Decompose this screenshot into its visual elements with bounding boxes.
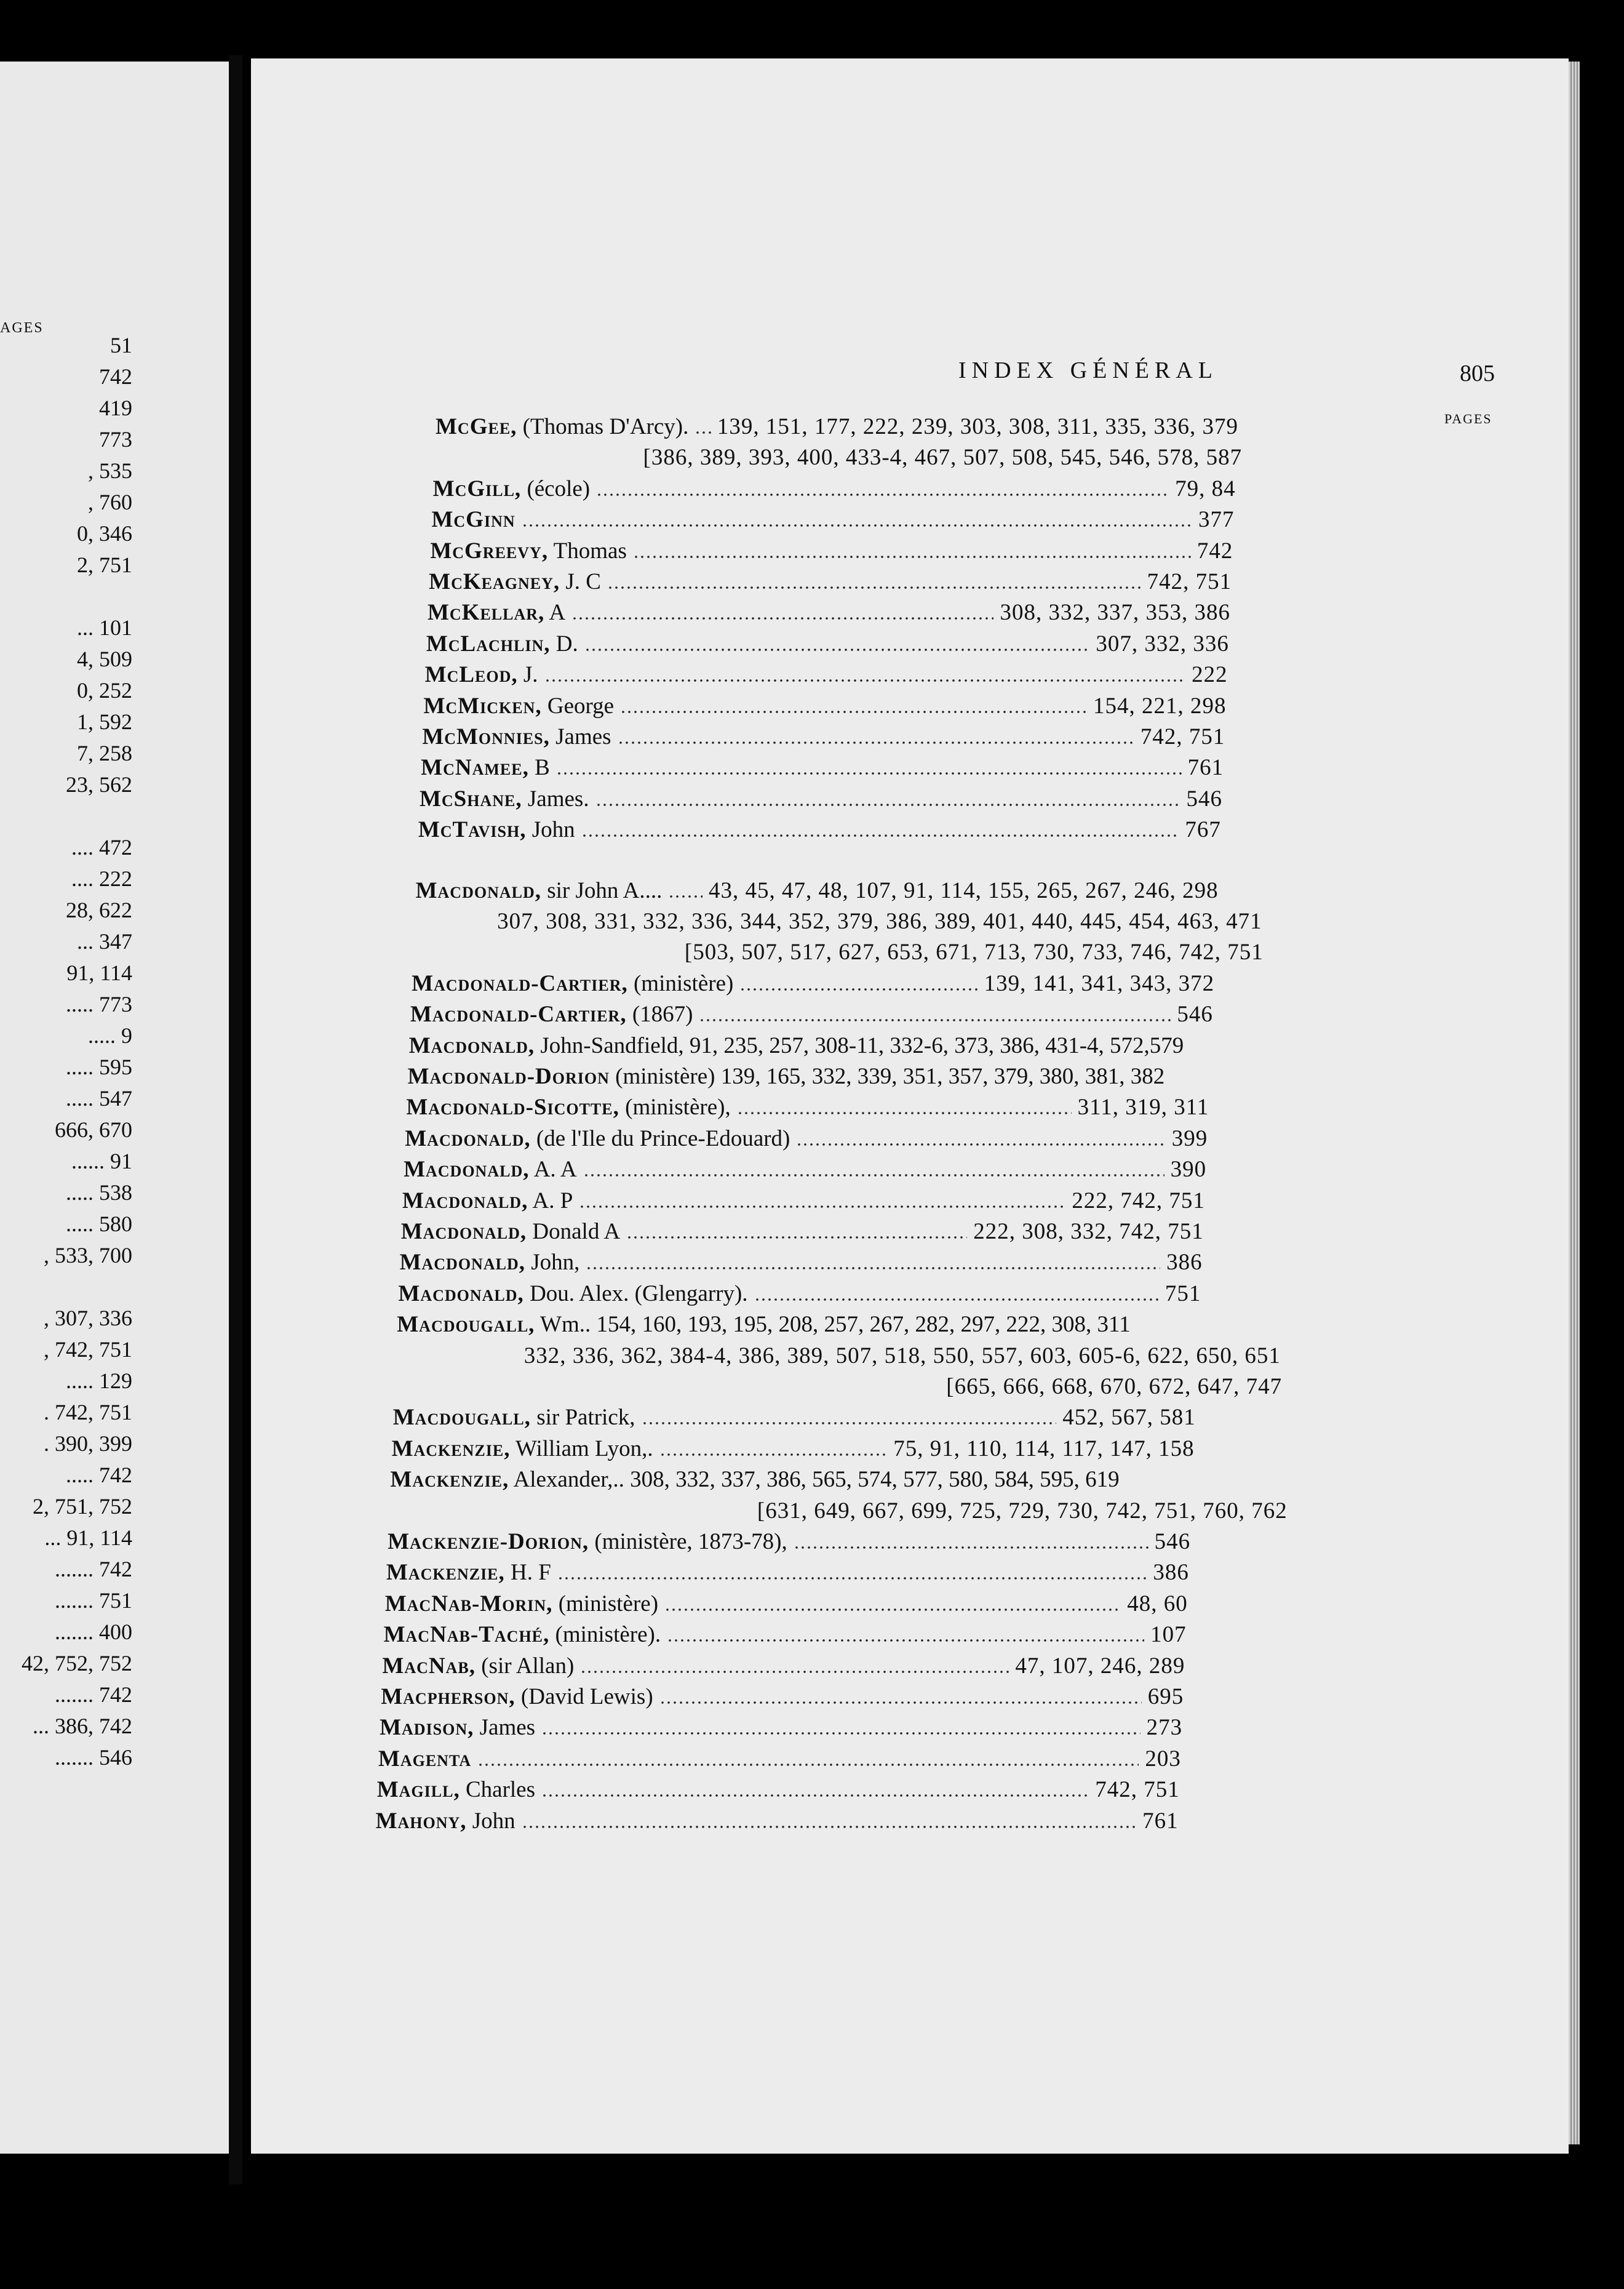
left-page-value: ..... 538	[66, 1180, 132, 1205]
entry-continued-pages: 332, 336, 362, 384-4, 386, 389, 507, 518, 550, 557, 603, 605-6, 622, 650, 651	[523, 1343, 1281, 1368]
index-entry	[412, 969, 1214, 999]
left-page-value: ..... 129	[66, 1368, 132, 1393]
entry-detail: (David Lewis)	[515, 1684, 653, 1709]
dot-leader	[668, 895, 703, 898]
index-entry	[433, 474, 1236, 504]
entry-name: McNamee,	[421, 755, 529, 781]
entry-name: Macdonald,	[399, 1250, 525, 1276]
entry-name: Magill,	[376, 1777, 460, 1803]
entry-detail: (de l'Ile du Prince-Edouard)	[530, 1125, 790, 1151]
dot-leader	[522, 524, 1192, 527]
index-entry-continuation	[685, 938, 1264, 967]
entry-detail: (ministère).	[549, 1622, 661, 1648]
dot-leader	[626, 1236, 967, 1239]
index-entry	[380, 1713, 1182, 1743]
dot-leader	[581, 834, 1179, 837]
entry-name: McGreevy,	[430, 538, 549, 564]
entry-detail: James	[549, 724, 611, 749]
left-page-value: ..... 595	[66, 1055, 132, 1079]
entry-detail: D.	[550, 631, 578, 657]
entry-continued-pages: [503, 507, 517, 627, 653, 671, 713, 730, 733, 746, 742, 751	[684, 940, 1264, 965]
left-page-value: ..... 9	[88, 1023, 132, 1048]
dot-leader	[659, 1453, 888, 1456]
entry-detail: A	[544, 600, 566, 626]
entry-continued-pages: [386, 389, 393, 400, 433-4, 467, 507, 508, 545, 546, 578, 587	[643, 445, 1243, 471]
entry-pages: 386	[1166, 1250, 1203, 1276]
entry-pages: 79, 84	[1175, 476, 1236, 501]
dot-leader	[618, 741, 1134, 744]
dot-leader	[796, 1143, 1165, 1146]
entry-name: Macpherson,	[381, 1684, 515, 1709]
entry-detail: sir John A....	[541, 877, 663, 903]
entry-detail: (1867)	[626, 1002, 693, 1028]
index-entry	[410, 1000, 1213, 1029]
entry-name: McGill,	[432, 476, 522, 501]
left-page-value: . 390, 399	[44, 1431, 132, 1456]
index-entry	[418, 815, 1221, 845]
entry-name: MacNab,	[382, 1653, 476, 1679]
entry-detail: Dou. Alex. (Glengarry).	[523, 1280, 748, 1306]
left-page-value: ...... 91	[71, 1149, 132, 1173]
entry-name: MacNab-Morin,	[384, 1591, 553, 1616]
entry-pages: 139, 141, 341, 343, 372	[984, 970, 1215, 996]
index-entry	[421, 753, 1224, 783]
entry-name: Madison,	[380, 1715, 474, 1741]
entry-pages: 761	[1187, 755, 1224, 781]
entry-detail: Alexander,.. 308, 332, 337, 386, 565, 574, 577, 580, 584, 595, 619	[509, 1467, 1120, 1493]
index-page	[251, 58, 1569, 2154]
entry-name: McGee,	[436, 414, 517, 439]
entry-detail: James.	[522, 786, 589, 812]
entry-detail: Thomas	[548, 538, 627, 564]
dot-leader	[583, 1174, 1164, 1176]
index-entry	[390, 1465, 1193, 1495]
index-entry-continuation	[946, 1372, 1282, 1402]
dot-leader	[754, 1298, 1159, 1301]
index-entry	[384, 1620, 1187, 1650]
dot-leader	[571, 617, 993, 620]
entry-name: Mackenzie-Dorion,	[388, 1529, 589, 1554]
dot-leader	[522, 1826, 1136, 1828]
dot-leader	[541, 1794, 1089, 1797]
book-gutter	[229, 55, 242, 2184]
left-page-value: ..... 742	[66, 1463, 132, 1487]
entry-pages: 390	[1170, 1157, 1207, 1183]
dot-leader	[595, 804, 1180, 806]
index-entry	[408, 1062, 1211, 1092]
dot-leader	[557, 1577, 1147, 1580]
entry-pages: 48, 60	[1127, 1591, 1188, 1616]
entry-detail: William Lyon,.	[510, 1436, 653, 1461]
dot-leader	[794, 1546, 1148, 1549]
index-entry	[377, 1775, 1180, 1805]
entry-name: Macdonald,	[408, 1033, 535, 1058]
index-entry	[423, 692, 1226, 721]
entry-detail: J.	[517, 662, 538, 688]
entry-continued-pages: [631, 649, 667, 699, 725, 729, 730, 742, 751, 760, 762	[757, 1498, 1288, 1524]
left-page-value: 419	[99, 396, 132, 420]
entry-pages: 399	[1171, 1125, 1208, 1151]
index-entry	[426, 629, 1229, 659]
entry-detail: (ministère, 1873-78),	[589, 1529, 787, 1554]
entry-pages: 742, 751	[1147, 569, 1232, 594]
dot-leader	[620, 711, 1087, 713]
left-page-value: 2, 751, 752	[33, 1494, 132, 1519]
left-page-value: 742	[99, 364, 132, 389]
entry-name: McGinn	[431, 507, 515, 533]
entry-name: McLeod,	[424, 662, 518, 688]
entry-detail: A. P	[528, 1188, 573, 1213]
entry-name: Mackenzie,	[386, 1560, 505, 1586]
left-page-value: ... 386, 742	[33, 1714, 132, 1738]
dot-leader	[477, 1764, 1139, 1766]
entry-name: MacNab-Taché,	[383, 1622, 550, 1648]
left-page-value: . 742, 751	[44, 1400, 132, 1424]
dot-leader	[739, 988, 977, 991]
entry-detail: Charles	[460, 1777, 535, 1803]
left-page-value: 0, 252	[77, 678, 132, 703]
entry-detail: (sir Allan)	[475, 1653, 575, 1679]
left-page-value: , 742, 751	[44, 1337, 132, 1362]
running-head: INDEX GÉNÉRAL	[958, 358, 1219, 383]
entry-pages: 742	[1196, 538, 1233, 564]
entry-detail: H. F	[504, 1560, 551, 1586]
dot-leader	[633, 556, 1191, 558]
index-entry	[429, 567, 1232, 597]
dot-leader	[699, 1019, 1171, 1021]
index-entry	[420, 785, 1222, 814]
entry-detail: (ministère)	[552, 1591, 659, 1616]
entry-pages: 761	[1142, 1808, 1179, 1834]
entry-pages: 203	[1145, 1746, 1181, 1772]
left-page-value: 51	[110, 333, 132, 358]
entry-name: Macdonald-Sicotte,	[406, 1095, 619, 1121]
entry-name: Macdonald-Dorion	[407, 1064, 610, 1089]
entry-pages: 742, 751	[1140, 724, 1225, 749]
entry-pages: 546	[1177, 1002, 1213, 1028]
entry-name: Macdonald,	[402, 1188, 528, 1213]
entry-name: Macdonald-Cartier,	[410, 1002, 627, 1028]
left-page-value: .... 472	[71, 835, 132, 860]
entry-name: McShane,	[419, 786, 522, 812]
entry-name: Mackenzie,	[391, 1436, 511, 1461]
entry-pages: 139, 151, 177, 222, 239, 303, 308, 311, 335, 336, 379	[717, 414, 1238, 439]
index-entry	[382, 1652, 1185, 1681]
left-page-value: ....... 546	[55, 1745, 132, 1770]
entry-pages: 154, 221, 298	[1093, 693, 1227, 719]
entry-continued-pages: 307, 308, 331, 332, 336, 344, 352, 379, 386, 389, 401, 440, 445, 454, 463, 471	[497, 909, 1262, 934]
left-page-value: ..... 547	[66, 1086, 132, 1111]
left-page-value: ....... 742	[55, 1557, 132, 1581]
left-page-value: 42, 752, 752	[22, 1651, 132, 1676]
entry-pages: 742, 751	[1095, 1777, 1180, 1803]
index-entry	[378, 1744, 1181, 1774]
entry-pages: 107	[1150, 1622, 1187, 1648]
index-entry-continuation	[524, 1341, 1281, 1371]
entry-pages: 767	[1185, 817, 1221, 843]
entry-detail: A. A	[529, 1157, 577, 1183]
dot-leader	[737, 1112, 1072, 1114]
entry-name: Macdonald,	[404, 1157, 530, 1183]
left-page-value: ....... 751	[55, 1588, 132, 1613]
index-entry	[376, 1807, 1179, 1836]
entry-detail: (ministère)	[627, 970, 734, 996]
page-edge	[1569, 62, 1580, 2144]
dot-leader	[642, 1422, 1057, 1424]
index-entry	[402, 1186, 1205, 1216]
index-entry	[397, 1310, 1200, 1340]
index-entry	[400, 1248, 1203, 1277]
index-entry	[425, 660, 1228, 690]
entry-name: McKeagney,	[429, 569, 560, 594]
entry-continued-pages: [665, 666, 668, 670, 672, 647, 747	[946, 1374, 1283, 1399]
entry-name: Macdonald,	[400, 1219, 527, 1244]
left-page-value: ..... 580	[66, 1212, 132, 1236]
left-page-value: , 307, 336	[44, 1306, 132, 1330]
left-page-value: .... 222	[71, 866, 132, 891]
entry-name: McKellar,	[427, 600, 545, 626]
entry-name: Mackenzie,	[390, 1467, 509, 1493]
left-page-value: 28, 622	[66, 898, 132, 922]
entry-name: McLachlin,	[426, 631, 551, 657]
entry-pages: 452, 567, 581	[1062, 1405, 1196, 1431]
left-page-fragment	[0, 62, 229, 2154]
index-entry	[405, 1124, 1208, 1154]
entry-pages: 307, 332, 336	[1096, 631, 1229, 657]
left-page-value: 7, 258	[77, 741, 132, 765]
entry-pages: 546	[1154, 1529, 1191, 1554]
entry-pages: 751	[1164, 1280, 1201, 1306]
entry-detail: sir Patrick,	[530, 1405, 635, 1431]
left-page-value: 2, 751	[77, 553, 132, 577]
dot-leader	[667, 1639, 1144, 1642]
entry-detail: (Thomas D'Arcy).	[517, 414, 689, 439]
entry-detail: B	[528, 755, 550, 781]
index-entry	[381, 1682, 1184, 1712]
entry-name: Macdonald,	[415, 877, 541, 903]
index-entry-continuation	[497, 907, 1262, 937]
left-page-value: 4, 509	[77, 647, 132, 671]
page-number: 805	[1460, 361, 1495, 386]
entry-pages: 222, 742, 751	[1072, 1188, 1205, 1213]
entry-name: Magenta	[378, 1746, 472, 1772]
dot-leader	[556, 772, 1182, 775]
dot-leader	[695, 431, 710, 434]
entry-pages: 546	[1186, 786, 1222, 812]
entry-detail: John	[526, 817, 575, 843]
entry-name: Macdougall,	[392, 1405, 531, 1431]
entry-name: McMonnies,	[422, 724, 550, 749]
entry-detail: (ministère) 139, 165, 332, 339, 351, 357, 379, 380, 381, 382	[609, 1064, 1165, 1089]
index-entry	[393, 1403, 1196, 1432]
dot-leader	[586, 1267, 1160, 1269]
entry-pages: 47, 107, 246, 289	[1015, 1653, 1185, 1679]
entry-pages: 273	[1146, 1715, 1183, 1741]
entry-detail: (ministère),	[619, 1095, 731, 1121]
left-page-value: 23, 562	[66, 772, 132, 797]
entry-pages: 43, 45, 47, 48, 107, 91, 114, 155, 265, 267, 246, 298	[708, 877, 1219, 903]
left-page-value: 773	[99, 427, 132, 452]
entry-name: Macdonald-Cartier,	[412, 970, 628, 996]
entry-pages: 377	[1198, 507, 1235, 533]
entry-pages: 386	[1153, 1560, 1189, 1586]
entry-detail: John,	[525, 1250, 580, 1276]
index-entry-continuation	[643, 443, 1243, 473]
index-entry	[401, 1217, 1204, 1247]
entry-pages: 311, 319, 311	[1077, 1095, 1209, 1121]
dot-leader	[541, 1732, 1140, 1735]
index-entry	[416, 876, 1219, 906]
left-page-value: ....... 742	[55, 1682, 132, 1707]
entry-name: McTavish,	[418, 817, 527, 843]
left-page-value: ..... 773	[66, 992, 132, 1017]
entry-detail: J. C	[560, 569, 601, 594]
entry-detail: John	[466, 1808, 515, 1834]
dot-leader	[596, 493, 1169, 496]
left-page-value: ... 347	[77, 929, 132, 954]
entry-name: Macdonald,	[405, 1125, 531, 1151]
index-entry	[430, 537, 1233, 566]
dot-leader	[580, 1671, 1009, 1673]
left-page-value: ... 101	[77, 615, 132, 640]
index-entry	[428, 598, 1230, 628]
entry-detail: Donald A	[527, 1219, 621, 1244]
index-entry-continuation	[757, 1496, 1288, 1526]
dot-leader	[544, 679, 1186, 682]
index-entry	[392, 1434, 1195, 1464]
index-entry	[409, 1031, 1212, 1061]
entry-pages: 222	[1192, 662, 1228, 688]
index-entry	[398, 1279, 1201, 1309]
dot-leader	[659, 1701, 1142, 1704]
left-pages-label: AGES	[0, 320, 44, 336]
dot-leader	[664, 1608, 1121, 1611]
left-page-value: , 760	[88, 490, 132, 514]
dot-leader	[579, 1205, 1065, 1208]
left-page-value: , 533, 700	[44, 1243, 132, 1268]
index-entry	[404, 1155, 1206, 1184]
entry-pages: 222, 308, 332, 742, 751	[973, 1219, 1204, 1244]
left-page-value: 91, 114	[66, 961, 132, 985]
dot-leader	[607, 586, 1141, 589]
pages-column-label: PAGES	[1444, 411, 1492, 426]
entry-name: Mahony,	[375, 1808, 467, 1834]
index-entry	[422, 722, 1225, 752]
entry-detail: James	[474, 1715, 536, 1741]
entry-detail: (école)	[521, 476, 591, 501]
entry-detail: John-Sandfield, 91, 235, 257, 308-11, 332-6, 373, 386, 431-4, 572,579	[535, 1033, 1184, 1058]
entry-pages: 308, 332, 337, 353, 386	[1000, 600, 1230, 626]
index-entry	[436, 412, 1238, 442]
left-page-value: ... 91, 114	[44, 1525, 132, 1550]
entry-name: Macdougall,	[397, 1312, 535, 1338]
left-page-value: , 535	[88, 458, 132, 483]
index-entry	[406, 1093, 1209, 1122]
index-entry	[385, 1589, 1188, 1619]
index-entry	[431, 505, 1234, 535]
dot-leader	[584, 649, 1090, 651]
entry-name: Macdonald,	[398, 1280, 524, 1306]
index-entry	[388, 1527, 1190, 1557]
left-page-value: 1, 592	[77, 709, 132, 734]
left-page-value: 0, 346	[77, 521, 132, 546]
entry-detail: George	[541, 693, 615, 719]
entry-name: McMicken,	[423, 693, 542, 719]
entry-detail: Wm.. 154, 160, 193, 195, 208, 257, 267, 282, 297, 222, 308, 311	[535, 1312, 1131, 1338]
entry-pages: 75, 91, 110, 114, 117, 147, 158	[893, 1436, 1195, 1461]
entry-pages: 695	[1147, 1684, 1184, 1709]
left-page-value: ....... 400	[55, 1620, 132, 1644]
left-page-value: 666, 670	[55, 1117, 132, 1142]
index-entry	[386, 1558, 1189, 1588]
